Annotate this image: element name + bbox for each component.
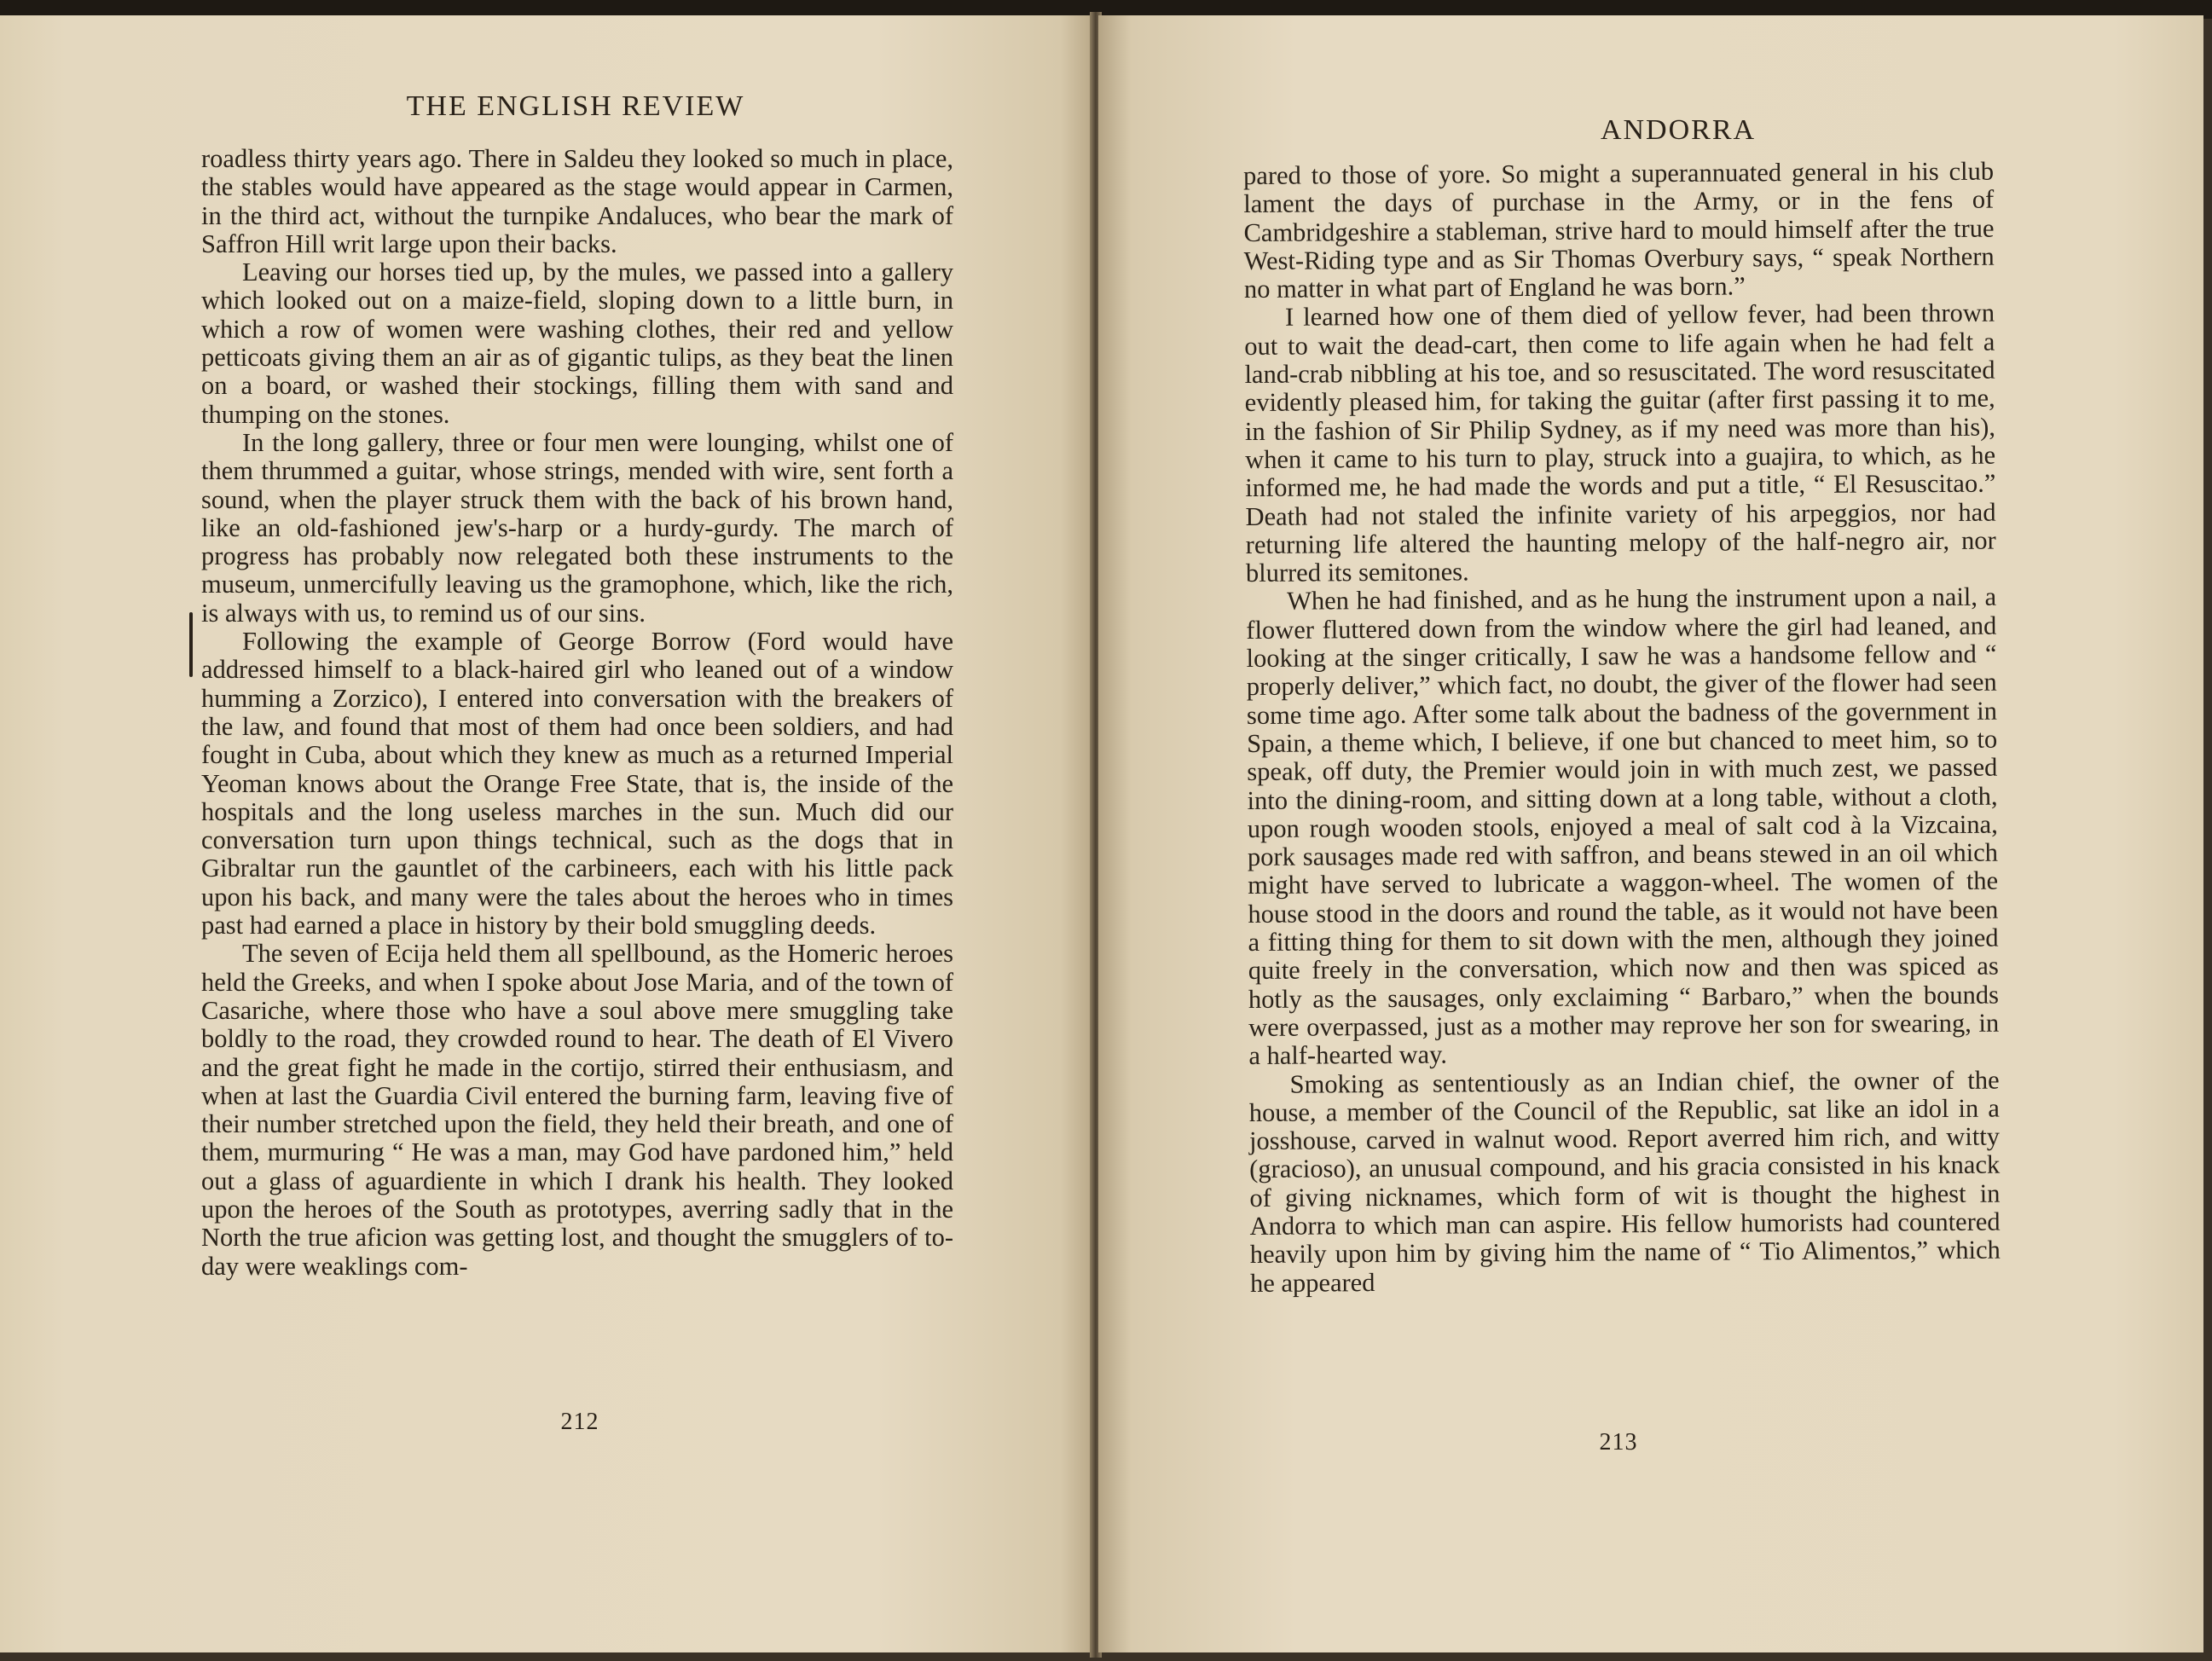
running-head-left: THE ENGLISH REVIEW [406, 90, 745, 122]
paragraph: Following the example of George Borrow (Ford would have addressed himself to a black-haired girl who leaned out of a window humming a Zorzico), I entered into conversation with the breakers of the law, and found that most of them had once been soldiers, and had fought in Cuba, about which they knew as much as a returned Imperial Yeoman knows about the Orange Free State, that is, the inside of the hospitals and the long useless marches in the sun. Much did our conversation turn upon things technical, such as the dogs that in Gibraltar run the gauntlet of the carbineers, each with his little pack upon his back, and many were the tales about the heroes who in times past had earned a place in history by their bold smuggling deeds. [201, 627, 953, 940]
paragraph: In the long gallery, three or four men were lounging, whilst one of them thrummed a guitar, whose strings, mended with wire, sent forth a sound, when the player struck them with the back of his brown hand, like an old-fashioned jew's-harp or a hurdy-gurdy. The march of progress has probably now relegated both these instruments to the museum, unmercifully leaving us the gramophone, which, like the rich, is always with us, to remind us of our sins. [201, 427, 953, 628]
running-head-right: ANDORRA [1600, 114, 1757, 146]
right-page-text [1243, 158, 2001, 1298]
paragraph: The seven of Ecija held them all spellbound, as the Homeric heroes held the Greeks, and when I spoke about Jose Maria, and of the town of Casariche, where those who have a soul above mere smuggling take boldly to the road, they crowded round to hear. The death of El Vivero and the great fight he made in the cortijo, stirred their enthusiasm, and when at last the Guardia Civil entered the burning farm, leaving five of their number stretched upon the field, they held their breath, and one of them, murmuring “ He was a man, may God have pardoned him,” held out a glass of aguardiente in which I drank his health. They looked upon the heroes of the South as prototypes, averring sadly that in the North the true aficion was getting lost, and thought the smugglers of to-day were weaklings com- [201, 939, 953, 1281]
page-number-right: 213 [1599, 1429, 1638, 1456]
paragraph: When he had finished, and as he hung the instrument upon a nail, a flower fluttered down from the window where the girl had leaned, and looking at the singer critically, I saw he was a handsome fellow and “ properly deliver,” which fact, no doubt, the giver of the flower had seen some time ago. After some talk about the badness of the government in Spain, a theme which, I believe, if one but chanced to meet him, so to speak, off duty, the Premier would join in with much zest, we passed into the dining-room, and sitting down at a long table, without a cloth, upon rough wooden stools, enjoyed a meal of salt cod à la Vizcaina, pork sausages made red with saffron, and beans stewed in an oil which might have served to lubricate a waggon-wheel. The women of the house stood in the doors and round the table, as it would not have been a fitting thing for them to sit down with the men, although they joined quite freely in the conversation, which now and then was spiced as hotly as the sausages, only exclaiming “ Barbaro,” when the bounds were overpassed, just as a mother may reprove her son for swearing, in a half-hearted way. [1246, 582, 2000, 1071]
paragraph: I learned how one of them died of yellow fever, had been thrown out to wait the dead-cart, then come to life again when he had felt a land-crab nibbling at his toe, and so resuscitated. The word resuscitated evidently pleased him, for taking the guitar (after first passing it to me, in the fashion of Sir Philip Sydney, as if my need was more than his), when it came to his turn to play, struck into a guajira, to which, as he informed me, he had made the words and put a title, “ El Resuscitao.” Death had not staled the infinite variety of his arpeggios, nor had returning life altered the haunting melopy of the half-negro air, nor blurred its semitones. [1244, 298, 1996, 588]
margin-pencil-mark [189, 612, 193, 677]
paragraph: pared to those of yore. So might a superannuated general in his club lament the days of purchase in the Army, or in the fens of Cambridgeshire a stableman, strive hard to mould himself after the true West-Riding type and as Sir Thomas Overbury says, “ speak Northern no matter in what part of England he was born.” [1242, 156, 1995, 304]
paragraph: Leaving our horses tied up, by the mules, we passed into a gallery which looked out on a maize-field, sloping down to a little burn, in which a row of women were washing clothes, their red and yellow petticoats giving them an air as of gigantic tulips, as they beat the linen on a board, or washed their stockings, filling them with sand and thumping on the stones. [201, 258, 953, 429]
left-page-text [201, 145, 953, 1281]
paragraph: Smoking as sententiously as an Indian chief, the owner of the house, a member of the Council of the Republic, sat like an idol in a josshouse, carved in walnut wood. Report averred him rich, and witty (gracioso), an unusual compound, and his gracia consisted in his knack of giving nicknames, which form of wit is thought the highest in Andorra to which man can aspire. His fellow humorists had countered heavily upon him by giving him the name of “ Tio Alimentos,” which he appeared [1248, 1065, 2001, 1298]
page-number-left: 212 [560, 1409, 599, 1435]
right-page [1098, 15, 2203, 1652]
left-page [0, 15, 1093, 1652]
paragraph: roadless thirty years ago. There in Saldeu they looked so much in place, the stables would have appeared as the stage would appear in Carmen, in the third act, without the turnpike Andaluces, who bear the mark of Saffron Hill writ large upon their backs. [201, 144, 953, 258]
